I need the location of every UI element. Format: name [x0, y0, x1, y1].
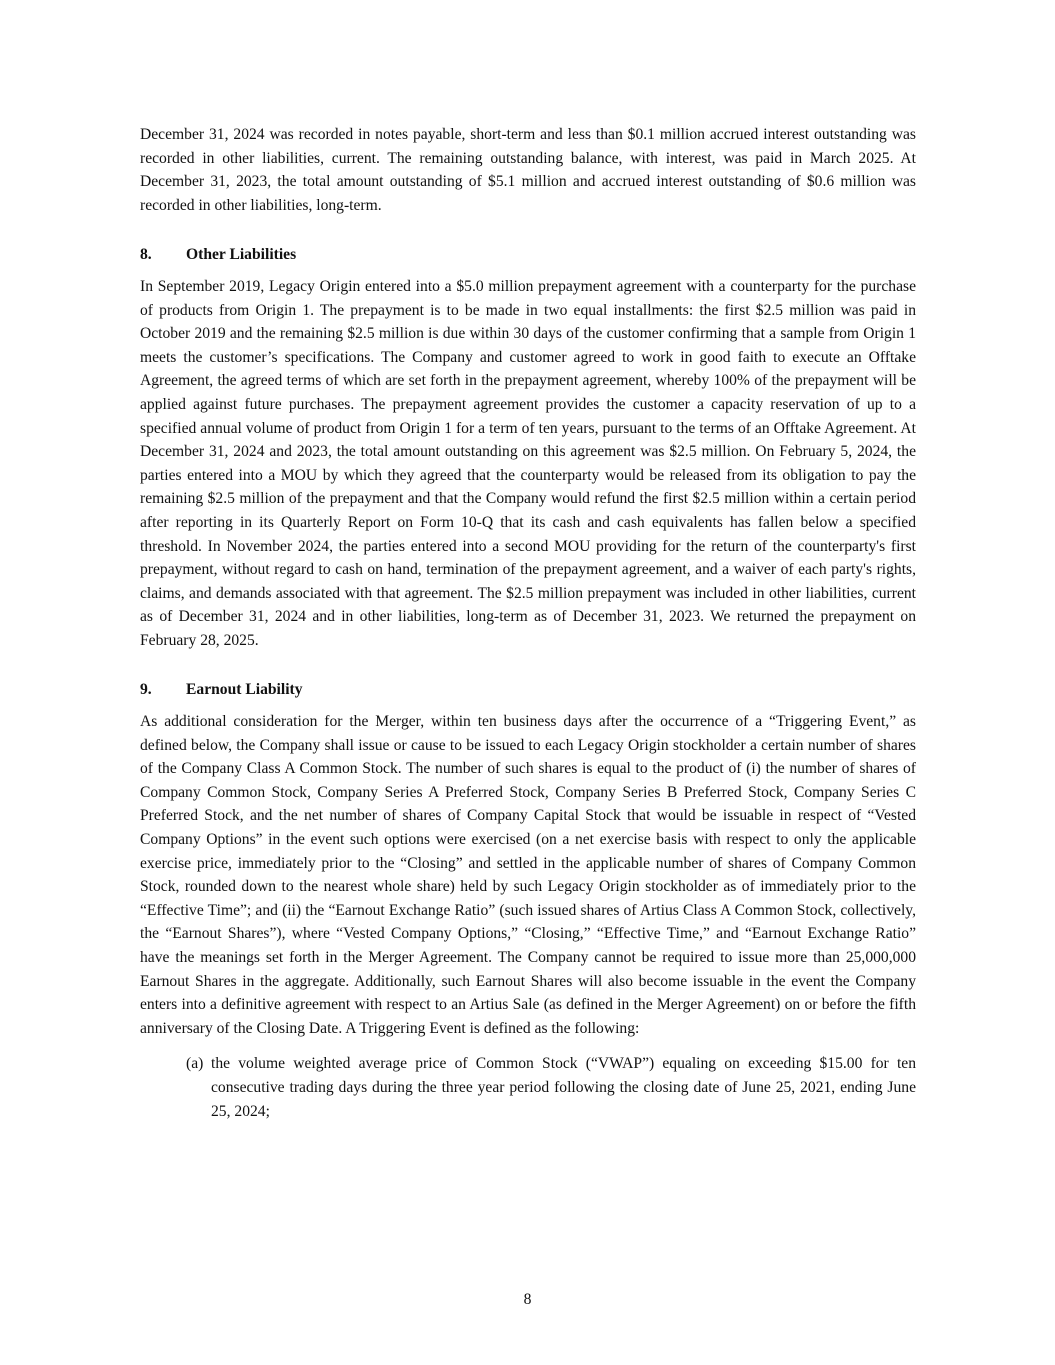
list-item-marker: (a): [186, 1055, 204, 1073]
section-8-heading: [140, 243, 916, 267]
section-9-number: 9.: [140, 681, 152, 699]
list-item: [186, 1052, 916, 1123]
document-page: [140, 123, 916, 1123]
section-9-body: As additional consideration for the Merger, within ten business days after the occurrence of a “Triggering Event,” as defined below, the Company shall issue or cause to be issued to each Legacy Origin stockholder a certain number of shares of the Company Class A Common Stock. The number of such shares is equal to the product of (i) the number of shares of Company Common Stock, Company Series A Preferred Stock, Company Series B Preferred Stock, Company Series C Preferred Stock, and the net number of shares of Company Capital Stock that would be issuable in respect of “Vested Company Options” in the event such options were exercised (on a net exercise basis with respect to only the applicable exercise price, immediately prior to the “Closing” and settled in the applicable number of shares of Company Common Stock, rounded down to the nearest whole share) held by such Legacy Origin stockholder as of immediately prior to the “Effective Time”; and (ii) the “Earnout Exchange Ratio” (such issued shares of Artius Class A Common Stock, collectively, the “Earnout Shares”), where “Vested Company Options,” “Closing,” “Effective Time,” and “Earnout Exchange Ratio” have the meanings set forth in the Merger Agreement. The Company cannot be required to issue more than 25,000,000 Earnout Shares in the aggregate. Additionally, such Earnout Shares will also become issuable in the event the Company enters into a definitive agreement with respect to an Artius Sale (as defined in the Merger Agreement) on or before the fifth anniversary of the Closing Date. A Triggering Event is defined as the following:: [140, 713, 916, 1037]
section-9-heading: [140, 678, 916, 702]
section-9-title: Earnout Liability: [186, 681, 303, 699]
section-8-title: Other Liabilities: [186, 246, 297, 264]
intro-paragraph: December 31, 2024 was recorded in notes payable, short-term and less than $0.1 million accrued interest outstanding was recorded in other liabilities, current. The remaining outstanding balance, with interest, was paid in March 2025. At December 31, 2023, the total amount outstanding of $5.1 million and accrued interest outstanding of $0.6 million was recorded in other liabilities, long-term.: [140, 126, 916, 214]
list-item-text: the volume weighted average price of Common Stock (“VWAP”) equaling on exceeding $15.00 for ten consecutive trading days during the three year period following the closing date of June 25, 2021, ending June 25, 2024;: [211, 1055, 916, 1120]
section-8-number: 8.: [140, 246, 152, 264]
page-number: 8: [523, 1291, 532, 1308]
section-8-body: In September 2019, Legacy Origin entered into a $5.0 million prepayment agreement with a counterparty for the purchase of products from Origin 1. The prepayment is to be made in two equal installments: the first $2.5 million was paid in October 2019 and the remaining $2.5 million is due within 30 days of the customer confirming that a sample from Origin 1 meets the customer’s specifications. The Company and customer agreed to work in good faith to execute an Offtake Agreement, the agreed terms of which are set forth in the prepayment agreement, whereby 100% of the prepayment will be applied against future purchases. The prepayment agreement provides the customer a capacity reservation of up to a specified annual volume of product from Origin 1 for a term of ten years, pursuant to the terms of an Offtake Agreement. At December 31, 2024 and 2023, the total amount outstanding on this agreement was $2.5 million. On February 5, 2024, the parties entered into a MOU by which they agreed that the counterparty would be released from its obligation to pay the remaining $2.5 million of the prepayment and that the Company would refund the first $2.5 million within a certain period after reporting in its Quarterly Report on Form 10-Q that its cash and cash equivalents has fallen below a specified threshold. In November 2024, the parties entered into a second MOU providing for the return of the counterparty's first prepayment, without regard to cash on hand, termination of the prepayment agreement, and a waiver of each party's rights, claims, and demands associated with that agreement. The $2.5 million prepayment was included in other liabilities, current as of December 31, 2024 and in other liabilities, long-term as of December 31, 2023. We returned the prepayment on February 28, 2025.: [140, 277, 916, 649]
